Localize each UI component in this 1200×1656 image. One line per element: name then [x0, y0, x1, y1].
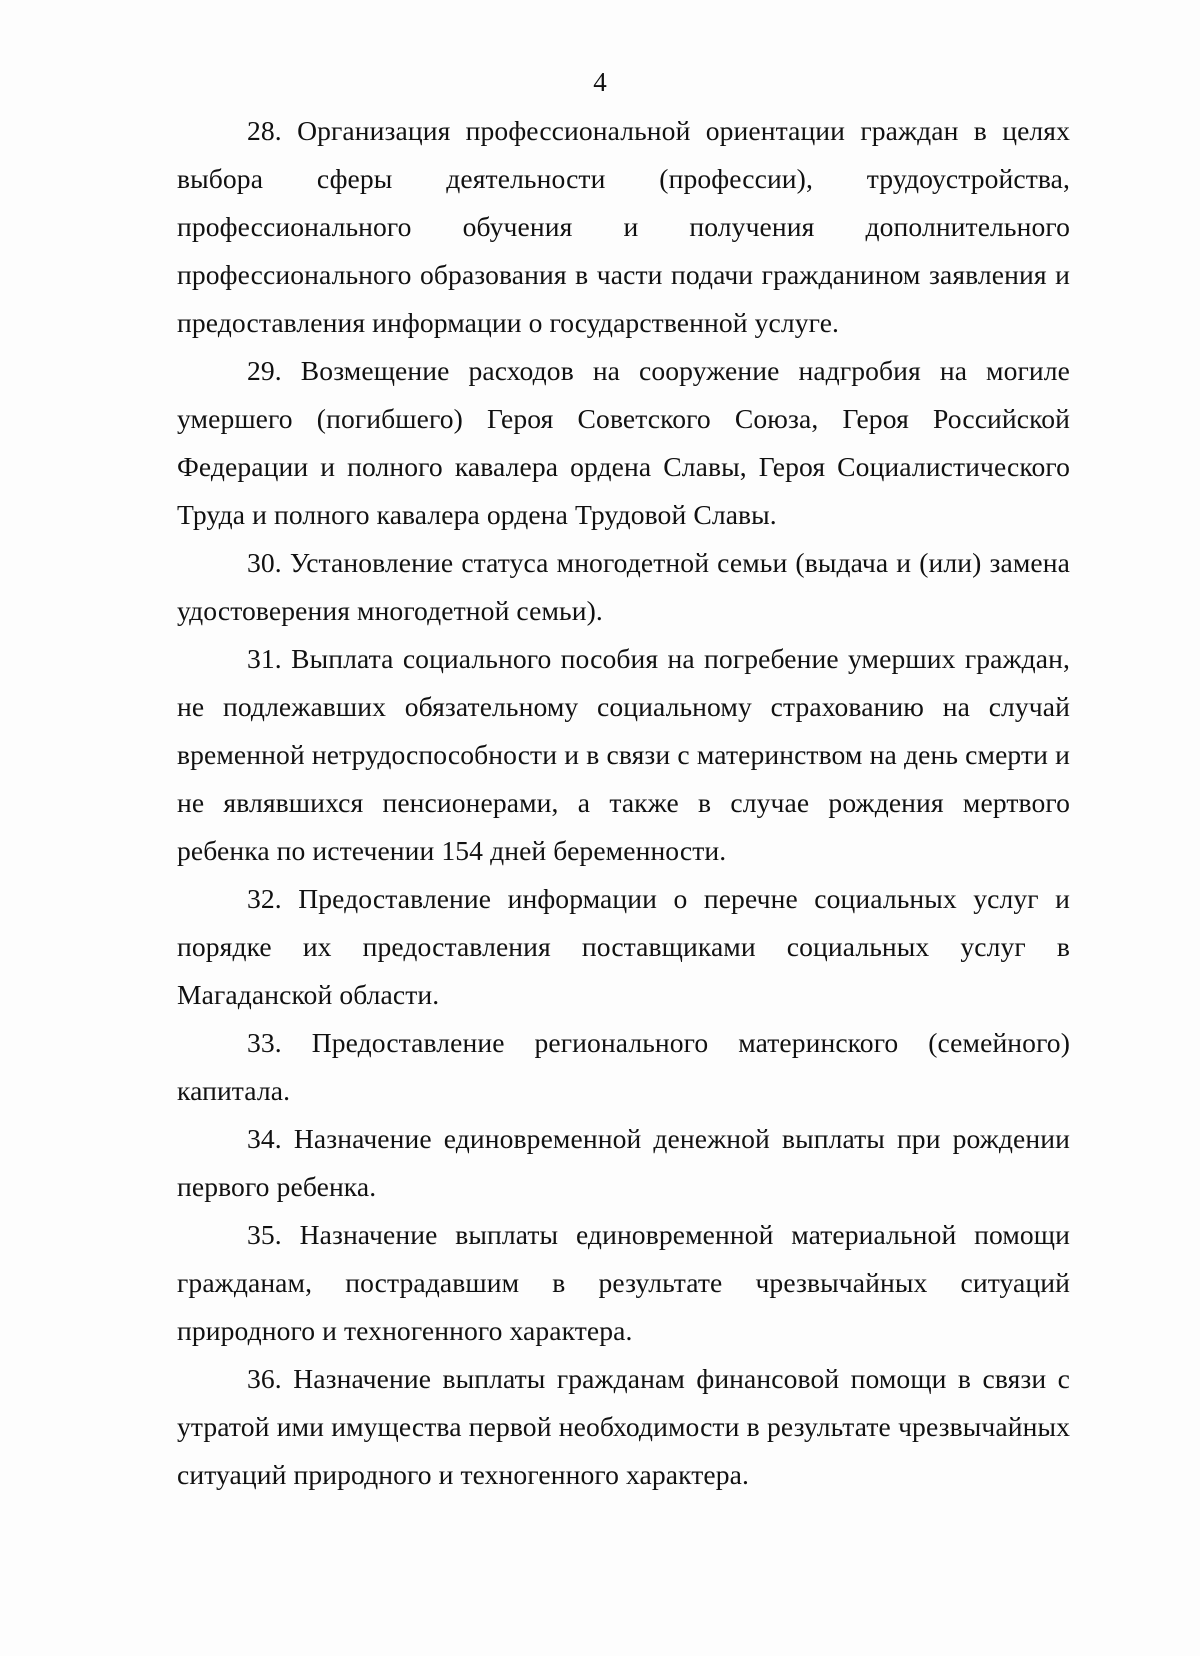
list-item-36: 36. Назначение выплаты гражданам финансовой помощи в связи с утратой ими имущества первой необходимости в результате чрезвычайных ситуаций природного и техногенного характера. — [177, 1363, 1070, 1490]
list-item-33: 33. Предоставление регионального материнского (семейного) капитала. — [177, 1027, 1070, 1106]
list-item-28: 28. Организация профессиональной ориентации граждан в целях выбора сферы деятельности (профессии), трудоустройства, профессионального обучения и получения дополнительного профессионального образования в части подачи гражданином заявления и предоставления информации о государственной услуге. — [177, 115, 1070, 338]
page-number: 4 — [593, 67, 607, 97]
list-item-29: 29. Возмещение расходов на сооружение надгробия на могиле умершего (погибшего) Героя Советского Союза, Героя Российской Федерации и полного кавалера ордена Славы, Героя Социалистического Труда и полного кавалера ордена Трудовой Славы. — [177, 355, 1070, 530]
list-item-34: 34. Назначение единовременной денежной выплаты при рождении первого ребенка. — [177, 1123, 1070, 1202]
list-item-32: 32. Предоставление информации о перечне социальных услуг и порядке их предоставления поставщиками социальных услуг в Магаданской области. — [177, 883, 1070, 1010]
list-item-30: 30. Установление статуса многодетной семьи (выдача и (или) замена удостоверения многодетной семьи). — [177, 547, 1070, 626]
list-item-31: 31. Выплата социального пособия на погребение умерших граждан, не подлежавших обязательному социальному страхованию на случай временной нетрудоспособности и в связи с материнством на день смерти и не являвшихся пенсионерами, а также в случае рождения мертвого ребенка по истечении 154 дней беременности. — [177, 643, 1070, 866]
list-item-35: 35. Назначение выплаты единовременной материальной помощи гражданам, пострадавшим в результате чрезвычайных ситуаций природного и техногенного характера. — [177, 1219, 1070, 1346]
document-body — [177, 107, 1070, 1499]
